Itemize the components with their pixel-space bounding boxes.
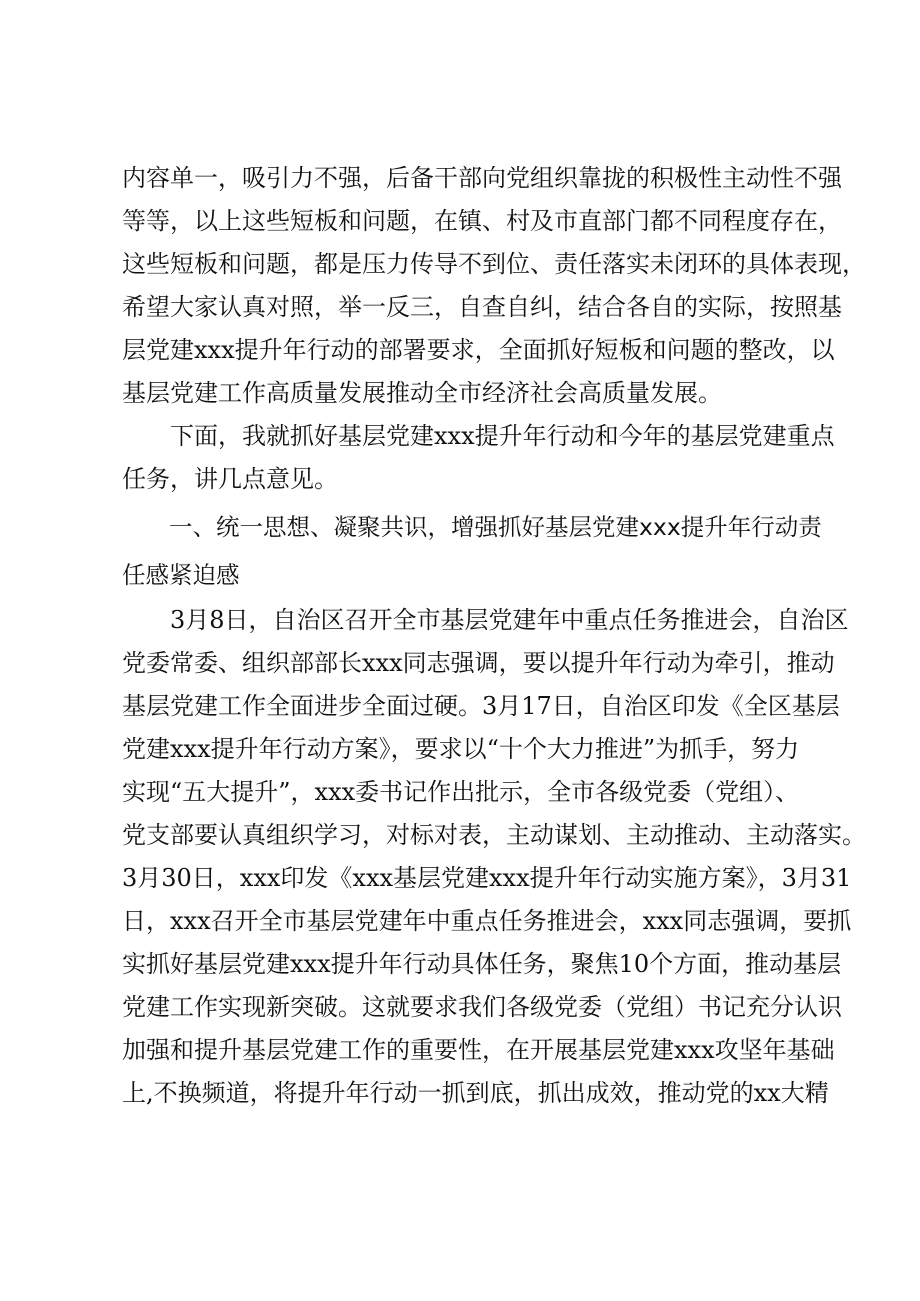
text-line: 3月8日，自治区召开全市基层党建年中重点任务推进会，自治区 [122,606,849,634]
text-line: 层党建xxx提升年行动的部署要求，全面抓好短板和问题的整改，以 [122,336,835,364]
heading-line: 任感紧迫感 [122,561,240,589]
text-line: 任务，讲几点意见。 [122,465,338,493]
document-body [122,157,866,1115]
text-line: 基层党建工作高质量发展推动全市经济社会高质量发展。 [122,379,722,407]
text-line: 实抓好基层党建xxx提升年行动具体任务，聚焦10个方面，推动基层 [122,950,842,978]
text-line: 党建工作实现新突破。这就要求我们各级党委（党组）书记充分认识 [122,993,842,1021]
paragraph-continuation [122,157,866,415]
paragraph-intro [122,415,835,501]
text-line: 希望大家认真对照，举一反三，自查自纠，结合各自的实际，按照基 [122,293,842,321]
text-line: 党委常委、组织部部长xxx同志强调，要以提升年行动为牵引，推动 [122,649,835,677]
text-line: 下面，我就抓好基层党建xxx提升年行动和今年的基层党建重点 [122,422,835,450]
paragraph-body [122,599,866,1115]
text-line: 日，xxx召开全市基层党建年中重点任务推进会，xxx同志强调，要抓 [122,907,852,935]
heading-line: 一、统一思想、凝聚共识，增强抓好基层党建xxx提升年行动责 [122,513,822,541]
text-line: 3月30日，xxx印发《xxx基层党建xxx提升年行动实施方案》，3月31 [122,864,852,892]
text-line: 这些短板和问题，都是压力传导不到位、责任落实未闭环的具体表现， [122,250,866,278]
text-line: 党建xxx提升年行动方案》，要求以“十个大力推进”为抓手，努力 [122,735,800,763]
text-line: 等等，以上这些短板和问题，在镇、村及市直部门都不同程度存在， [122,207,842,235]
text-line: 党支部要认真组织学习，对标对表，主动谋划、主动推动、主动落实。 [122,821,866,849]
text-line: 基层党建工作全面进步全面过硬。3月17日，自治区印发《全区基层 [122,692,840,720]
text-line: 内容单一，吸引力不强，后备干部向党组织靠拢的积极性主动性不强 [122,164,842,192]
text-line: 加强和提升基层党建工作的重要性，在开展基层党建xxx攻坚年基础 [122,1036,835,1064]
section-heading [122,503,822,599]
text-line: 实现“五大提升”，xxx委书记作出批示，全市各级党委（党组）、 [122,778,800,806]
text-line: 上,不换频道，将提升年行动一抓到底，抓出成效，推动党的xx大精 [122,1079,829,1107]
